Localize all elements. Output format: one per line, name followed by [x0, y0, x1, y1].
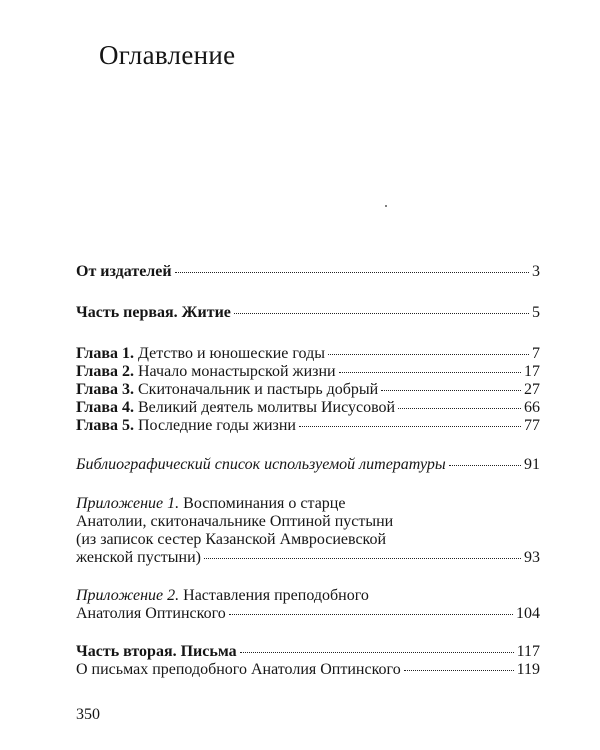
appendix-title-line: Воспоминания о старце: [183, 495, 346, 512]
toc-entry-label: Часть первая. Житие: [76, 304, 231, 321]
appendix-title-line: Анатолии, скитоначальнике Оптиной пустыни: [76, 513, 394, 530]
toc-entry-chapter-3[interactable]: [76, 381, 540, 399]
appendix-title-line: (из записок сестер Казанской Амвросиевской: [76, 531, 387, 548]
appendix-title-line: женской пустыни): [76, 549, 201, 566]
toc-entry-chapter-2[interactable]: [76, 363, 540, 381]
dot-leader: [240, 652, 514, 653]
toc-entry-letters[interactable]: [76, 661, 540, 679]
dot-leader: [328, 354, 529, 355]
toc-page-number: 119: [516, 661, 540, 678]
chapter-title: Великий деятель молитвы Иисусовой: [138, 399, 396, 416]
toc-page-number: 27: [524, 381, 540, 398]
dot-leader: [299, 426, 521, 427]
chapter-number: Глава 4.: [76, 399, 134, 416]
dot-leader: [381, 390, 521, 391]
print-speck: [385, 205, 387, 207]
dot-leader: [204, 558, 521, 559]
toc-page-number: 7: [532, 345, 540, 362]
toc-entry-label: О письмах преподобного Анатолия Оптинского: [76, 661, 401, 678]
dot-leader: [175, 272, 529, 273]
appendix-prefix: Приложение 2.: [76, 587, 180, 604]
chapter-list: [76, 345, 540, 435]
toc-page-number: 117: [516, 643, 540, 660]
toc-entry-label: Часть вторая. Письма: [76, 643, 237, 660]
toc-entry-from-publishers[interactable]: [76, 263, 540, 281]
page-title: Оглавление: [99, 40, 236, 70]
chapter-title: Скитоначальник и пастырь добрый: [138, 381, 379, 398]
toc-entry-bibliography[interactable]: [76, 456, 540, 474]
toc-page-number: 77: [524, 417, 540, 434]
chapter-title: Последние годы жизни: [138, 417, 296, 434]
toc-entry-part-two[interactable]: [76, 643, 540, 661]
dot-leader: [449, 465, 521, 466]
dot-leader: [234, 313, 529, 314]
appendix-prefix: Приложение 1.: [76, 495, 180, 512]
dot-leader: [398, 408, 521, 409]
dot-leader: [229, 614, 513, 615]
toc-entry-appendix-2[interactable]: [76, 587, 540, 623]
chapter-title: Детство и юношеские годы: [138, 345, 325, 362]
dot-leader: [404, 670, 514, 671]
chapter-number: Глава 5.: [76, 417, 134, 434]
toc-page-number: 17: [524, 363, 540, 380]
table-of-contents: [76, 263, 540, 679]
chapter-number: Глава 3.: [76, 381, 134, 398]
footer-page-number: 350: [76, 706, 100, 723]
toc-page-number: 66: [524, 399, 540, 416]
chapter-number: Глава 1.: [76, 345, 134, 362]
toc-page-number: 91: [524, 456, 540, 473]
toc-entry-chapter-5[interactable]: [76, 417, 540, 435]
appendix-title-line: Анатолия Оптинского: [76, 605, 226, 622]
toc-page-number: 3: [532, 263, 540, 280]
toc-entry-chapter-4[interactable]: [76, 399, 540, 417]
dot-leader: [339, 372, 521, 373]
toc-entry-label: Библиографический список используемой литературы: [76, 456, 446, 473]
chapter-number: Глава 2.: [76, 363, 134, 380]
toc-page-number: 5: [532, 304, 540, 321]
toc-entry-part-one[interactable]: [76, 304, 540, 322]
toc-page-number: 104: [516, 605, 540, 622]
appendix-title-line: Наставления преподобного: [183, 587, 369, 604]
toc-entry-label: От издателей: [76, 263, 172, 280]
toc-entry-chapter-1[interactable]: [76, 345, 540, 363]
chapter-title: Начало монастырской жизни: [138, 363, 336, 380]
toc-page-number: 93: [524, 549, 540, 566]
toc-entry-appendix-1[interactable]: [76, 495, 540, 567]
